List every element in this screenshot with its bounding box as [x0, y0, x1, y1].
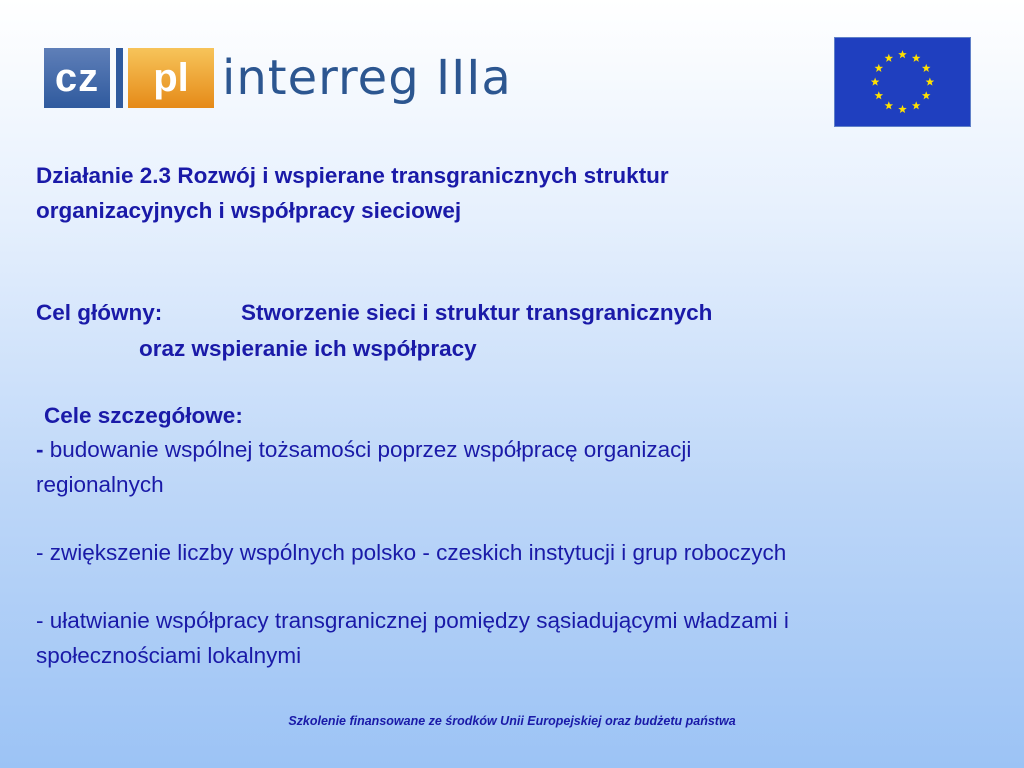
eu-star-icon	[922, 91, 931, 99]
eu-star-icon	[885, 54, 894, 62]
main-goal-label: Cel główny:	[36, 300, 163, 325]
eu-star-icon	[871, 78, 880, 86]
heading-line-2: organizacyjnych i współpracy sieciowej	[36, 198, 462, 223]
heading-line-1: Działanie 2.3 Rozwój i wspierane transgranicznych struktur	[36, 163, 669, 188]
specific-goal-1-dash: -	[36, 437, 44, 462]
eu-star-icon	[898, 105, 907, 113]
eu-star-icon	[875, 91, 884, 99]
specific-goal-1-line-1	[36, 437, 691, 463]
specific-goal-1-line-2: regionalnych	[36, 472, 164, 497]
eu-star-icon	[912, 101, 921, 109]
specific-goal-2: - zwiększenie liczby wspólnych polsko - czeskich instytucji i grup roboczych	[36, 540, 787, 565]
eu-star-icon	[912, 54, 921, 62]
eu-flag-icon	[834, 37, 971, 127]
main-goal-text-line-1: Stworzenie sieci i struktur transgranicznych	[241, 300, 713, 325]
logo-pl-block: pl	[128, 48, 214, 108]
eu-star-icon	[926, 78, 935, 86]
logo-cz-block: cz	[44, 48, 110, 108]
specific-goal-3-line-2: społecznościami lokalnymi	[36, 643, 302, 668]
eu-star-icon	[885, 101, 894, 109]
logo-interreg-text: interreg IIIa	[222, 50, 512, 106]
specific-goals-label: Cele szczegółowe:	[44, 403, 243, 428]
eu-star-icon	[875, 64, 884, 72]
main-goal-text-line-2: oraz wspieranie ich współpracy	[139, 336, 477, 361]
eu-star-icon	[898, 50, 907, 58]
specific-goal-1-text: budowanie wspólnej tożsamości poprzez współpracę organizacji	[49, 437, 692, 462]
specific-goal-3-line-1: - ułatwianie współpracy transgranicznej pomiędzy sąsiadującymi władzami i	[36, 608, 789, 633]
eu-star-icon	[922, 64, 931, 72]
footer-funding-note: Szkolenie finansowane ze środków Unii Europejskiej oraz budżetu państwa	[288, 714, 736, 728]
logo-separator	[116, 48, 123, 108]
